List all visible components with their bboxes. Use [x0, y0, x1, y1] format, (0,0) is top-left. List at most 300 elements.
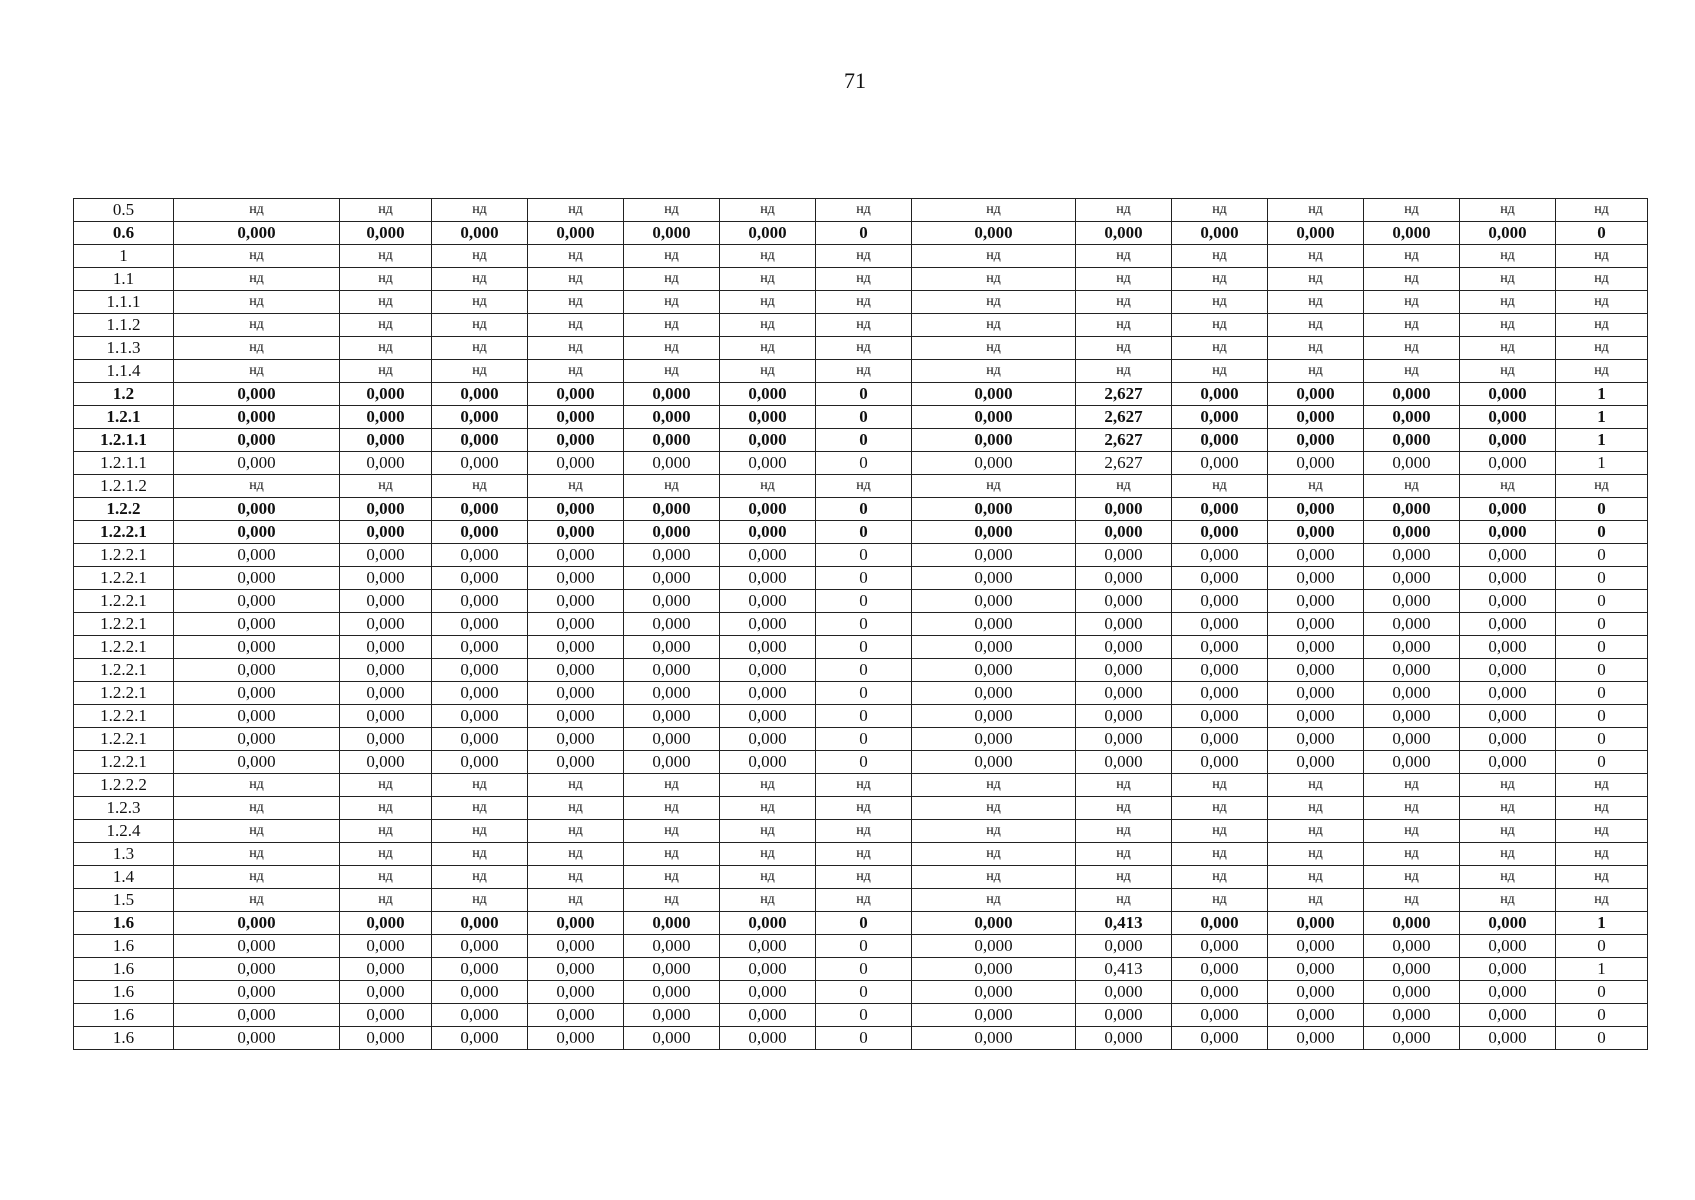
- table-cell: 0,000: [1268, 981, 1364, 1004]
- table-cell: нд: [816, 314, 912, 337]
- row-code-cell: 1.2.2.1: [74, 567, 174, 590]
- table-cell: 0,000: [528, 705, 624, 728]
- table-cell: 0,000: [1076, 521, 1172, 544]
- table-cell: 0: [1556, 1004, 1648, 1027]
- table-cell: 0: [816, 498, 912, 521]
- table-cell: 0,000: [1268, 912, 1364, 935]
- table-cell: 0,000: [912, 452, 1076, 475]
- table-cell: нд: [1172, 843, 1268, 866]
- table-cell: нд: [1076, 774, 1172, 797]
- table-cell: 2,627: [1076, 429, 1172, 452]
- table-cell: нд: [1076, 820, 1172, 843]
- table-cell: 0,000: [1460, 958, 1556, 981]
- table-cell: 0,000: [1268, 590, 1364, 613]
- table-cell: нд: [720, 291, 816, 314]
- table-cell: 0,000: [528, 613, 624, 636]
- table-cell: нд: [912, 291, 1076, 314]
- table-cell: 0,000: [720, 613, 816, 636]
- table-cell: 0,000: [174, 912, 340, 935]
- table-cell: нд: [720, 843, 816, 866]
- table-cell: 0,000: [624, 590, 720, 613]
- table-cell: 0: [1556, 682, 1648, 705]
- table-cell: 0,000: [1364, 728, 1460, 751]
- table-cell: 0,000: [1172, 521, 1268, 544]
- table-cell: нд: [816, 797, 912, 820]
- table-cell: 0: [816, 935, 912, 958]
- row-code-cell: 1.6: [74, 1004, 174, 1027]
- table-cell: нд: [1076, 245, 1172, 268]
- table-cell: 0,000: [912, 958, 1076, 981]
- table-cell: нд: [174, 268, 340, 291]
- table-cell: 0,000: [340, 521, 432, 544]
- table-cell: 0,000: [912, 682, 1076, 705]
- table-cell: нд: [1172, 245, 1268, 268]
- table-row: [74, 889, 1648, 912]
- table-cell: 0,000: [1172, 383, 1268, 406]
- table-cell: 0,000: [624, 751, 720, 774]
- table-cell: 0,000: [1076, 728, 1172, 751]
- table-cell: нд: [1268, 843, 1364, 866]
- table-cell: 0,000: [1460, 1027, 1556, 1050]
- table-cell: 0,000: [1172, 1027, 1268, 1050]
- table-cell: 0,000: [528, 498, 624, 521]
- table-cell: 0: [816, 452, 912, 475]
- table-cell: нд: [1556, 820, 1648, 843]
- table-cell: нд: [528, 774, 624, 797]
- row-code-cell: 1.3: [74, 843, 174, 866]
- table-cell: 0,000: [528, 1027, 624, 1050]
- table-cell: нд: [816, 245, 912, 268]
- table-cell: 0: [816, 1004, 912, 1027]
- table-cell: нд: [720, 360, 816, 383]
- table-cell: 0,000: [1364, 429, 1460, 452]
- table-cell: 0,000: [432, 705, 528, 728]
- row-code-cell: 1.1.2: [74, 314, 174, 337]
- table-cell: 0,000: [720, 452, 816, 475]
- table-cell: 0,000: [174, 682, 340, 705]
- table-cell: нд: [528, 268, 624, 291]
- table-cell: 0,000: [1364, 567, 1460, 590]
- table-cell: 1: [1556, 452, 1648, 475]
- table-cell: нд: [1364, 866, 1460, 889]
- table-cell: нд: [720, 314, 816, 337]
- table-cell: 0,000: [340, 222, 432, 245]
- table-cell: нд: [1460, 843, 1556, 866]
- table-cell: 0,000: [1364, 1004, 1460, 1027]
- table-cell: нд: [1364, 475, 1460, 498]
- table-cell: 0,000: [624, 406, 720, 429]
- table-cell: 0,000: [432, 613, 528, 636]
- table-cell: нд: [528, 360, 624, 383]
- table-cell: 0: [816, 682, 912, 705]
- table-cell: 0,000: [340, 981, 432, 1004]
- table-cell: нд: [432, 866, 528, 889]
- table-cell: нд: [1460, 820, 1556, 843]
- table-cell: 0,000: [340, 1004, 432, 1027]
- table-cell: нд: [432, 360, 528, 383]
- table-cell: нд: [1364, 337, 1460, 360]
- table-cell: 1: [1556, 429, 1648, 452]
- table-cell: 0,000: [340, 659, 432, 682]
- table-cell: 0,000: [528, 728, 624, 751]
- table-cell: нд: [432, 268, 528, 291]
- table-row: [74, 337, 1648, 360]
- table-cell: нд: [432, 475, 528, 498]
- table-cell: 0,000: [624, 452, 720, 475]
- table-cell: нд: [174, 820, 340, 843]
- table-cell: 0,000: [1364, 1027, 1460, 1050]
- table-cell: 0,000: [432, 383, 528, 406]
- table-cell: 0,000: [528, 544, 624, 567]
- table-cell: 1: [1556, 958, 1648, 981]
- table-cell: 0,000: [432, 659, 528, 682]
- table-cell: 0,000: [624, 567, 720, 590]
- table-row: [74, 1004, 1648, 1027]
- table-cell: 0,000: [432, 728, 528, 751]
- table-cell: 0: [816, 705, 912, 728]
- table-cell: 0,000: [1364, 981, 1460, 1004]
- table-cell: нд: [624, 843, 720, 866]
- table-cell: 0,000: [528, 935, 624, 958]
- table-cell: нд: [912, 889, 1076, 912]
- table-cell: 0,413: [1076, 912, 1172, 935]
- table-cell: нд: [1364, 314, 1460, 337]
- table-row: [74, 498, 1648, 521]
- table-cell: нд: [720, 268, 816, 291]
- row-code-cell: 1.2.2.1: [74, 705, 174, 728]
- table-row: [74, 383, 1648, 406]
- table-cell: нд: [912, 475, 1076, 498]
- table-cell: 0,000: [432, 935, 528, 958]
- table-cell: 0,000: [340, 958, 432, 981]
- table-cell: нд: [432, 820, 528, 843]
- table-cell: 0,000: [912, 981, 1076, 1004]
- table-cell: нд: [528, 245, 624, 268]
- table-cell: 0,000: [528, 429, 624, 452]
- table-cell: 0,000: [174, 1004, 340, 1027]
- table-cell: 0,000: [340, 912, 432, 935]
- table-cell: 0,000: [720, 636, 816, 659]
- table-row: [74, 452, 1648, 475]
- table-cell: нд: [340, 268, 432, 291]
- table-cell: 2,627: [1076, 383, 1172, 406]
- table-cell: нд: [1460, 797, 1556, 820]
- table-cell: 0,000: [432, 429, 528, 452]
- table-cell: нд: [1364, 797, 1460, 820]
- table-cell: 0,000: [912, 590, 1076, 613]
- table-cell: нд: [1364, 889, 1460, 912]
- table-cell: 0,000: [912, 498, 1076, 521]
- table-cell: 0: [816, 406, 912, 429]
- table-cell: нд: [720, 337, 816, 360]
- row-code-cell: 1.2.1: [74, 406, 174, 429]
- table-cell: 0,000: [1364, 222, 1460, 245]
- row-code-cell: 1.2.1.1: [74, 452, 174, 475]
- table-cell: нд: [1172, 797, 1268, 820]
- table-cell: 0,000: [624, 981, 720, 1004]
- table-row: [74, 659, 1648, 682]
- table-cell: 0,000: [340, 682, 432, 705]
- table-cell: нд: [1364, 245, 1460, 268]
- row-code-cell: 1: [74, 245, 174, 268]
- table-cell: 0,000: [174, 636, 340, 659]
- table-cell: нд: [912, 797, 1076, 820]
- table-cell: нд: [1460, 889, 1556, 912]
- table-cell: нд: [1076, 291, 1172, 314]
- table-cell: 1: [1556, 383, 1648, 406]
- table-cell: 0,000: [1268, 521, 1364, 544]
- table-cell: 0,000: [528, 636, 624, 659]
- table-cell: 0,000: [1460, 728, 1556, 751]
- table-cell: 0,000: [528, 958, 624, 981]
- table-cell: 0,000: [528, 406, 624, 429]
- table-cell: 0,000: [912, 406, 1076, 429]
- table-cell: нд: [1076, 475, 1172, 498]
- table-cell: 0,000: [720, 521, 816, 544]
- data-table: [73, 198, 1648, 1050]
- row-code-cell: 1.2.2.1: [74, 659, 174, 682]
- table-cell: нд: [340, 843, 432, 866]
- table-cell: нд: [1556, 774, 1648, 797]
- table-cell: нд: [1076, 199, 1172, 222]
- table-row: [74, 544, 1648, 567]
- table-cell: нд: [1172, 475, 1268, 498]
- table-cell: нд: [624, 268, 720, 291]
- table-row: [74, 866, 1648, 889]
- table-cell: 0,000: [528, 567, 624, 590]
- table-cell: 0,000: [912, 613, 1076, 636]
- table-cell: нд: [340, 337, 432, 360]
- table-cell: 0: [816, 728, 912, 751]
- table-cell: 0,000: [1460, 498, 1556, 521]
- table-cell: 0,000: [432, 567, 528, 590]
- table-cell: 0,000: [720, 912, 816, 935]
- table-cell: 0,000: [432, 1027, 528, 1050]
- table-cell: 0,000: [1172, 751, 1268, 774]
- row-code-cell: 1.2.4: [74, 820, 174, 843]
- table-cell: 0,000: [1268, 682, 1364, 705]
- table-row: [74, 774, 1648, 797]
- table-cell: 0,000: [174, 728, 340, 751]
- table-cell: 0,000: [174, 958, 340, 981]
- table-cell: нд: [624, 797, 720, 820]
- table-cell: 0: [1556, 613, 1648, 636]
- table-cell: нд: [174, 475, 340, 498]
- table-cell: 0,000: [1172, 1004, 1268, 1027]
- table-cell: нд: [432, 291, 528, 314]
- table-cell: 0,000: [432, 222, 528, 245]
- table-cell: нд: [1268, 774, 1364, 797]
- table-cell: 0,000: [174, 406, 340, 429]
- table-cell: нд: [1364, 360, 1460, 383]
- table-cell: нд: [174, 291, 340, 314]
- table-cell: 0,000: [1268, 705, 1364, 728]
- table-cell: 0,000: [1460, 935, 1556, 958]
- table-cell: 0,000: [528, 222, 624, 245]
- table-cell: 0: [1556, 1027, 1648, 1050]
- table-cell: 0,000: [174, 452, 340, 475]
- table-cell: нд: [432, 797, 528, 820]
- table-row: [74, 222, 1648, 245]
- table-cell: 0,000: [1076, 935, 1172, 958]
- table-cell: 0: [1556, 567, 1648, 590]
- table-cell: 0,000: [1172, 958, 1268, 981]
- table-cell: нд: [1364, 291, 1460, 314]
- row-code-cell: 1.2.2: [74, 498, 174, 521]
- table-cell: 0,000: [1268, 567, 1364, 590]
- table-cell: 0,000: [1172, 728, 1268, 751]
- table-cell: нд: [1268, 245, 1364, 268]
- table-cell: 0,000: [1460, 567, 1556, 590]
- table-cell: 0,000: [1364, 659, 1460, 682]
- table-cell: 0,000: [1460, 751, 1556, 774]
- table-cell: нд: [1172, 774, 1268, 797]
- table-row: [74, 636, 1648, 659]
- table-cell: 0,000: [340, 544, 432, 567]
- table-cell: нд: [340, 245, 432, 268]
- table-cell: 0,000: [1364, 452, 1460, 475]
- table-cell: 0,000: [1460, 544, 1556, 567]
- table-cell: 0,000: [720, 659, 816, 682]
- table-cell: 0,000: [1268, 659, 1364, 682]
- table-cell: 0,000: [1460, 452, 1556, 475]
- table-cell: 0,000: [1172, 429, 1268, 452]
- table-cell: 0,000: [720, 383, 816, 406]
- table-cell: 0,000: [528, 981, 624, 1004]
- table-cell: нд: [912, 199, 1076, 222]
- table-cell: 0,000: [528, 1004, 624, 1027]
- table-row: [74, 314, 1648, 337]
- table-cell: 1: [1556, 912, 1648, 935]
- table-cell: нд: [1460, 866, 1556, 889]
- table-cell: нд: [816, 337, 912, 360]
- table-cell: нд: [720, 475, 816, 498]
- table-cell: нд: [1268, 820, 1364, 843]
- table-cell: 0,000: [912, 935, 1076, 958]
- table-cell: нд: [340, 199, 432, 222]
- table-cell: нд: [340, 291, 432, 314]
- table-cell: нд: [528, 797, 624, 820]
- table-cell: 0,000: [1460, 429, 1556, 452]
- row-code-cell: 0.6: [74, 222, 174, 245]
- table-row: [74, 958, 1648, 981]
- table-cell: 0,000: [1076, 981, 1172, 1004]
- table-cell: нд: [1460, 314, 1556, 337]
- table-cell: нд: [340, 314, 432, 337]
- table-cell: 0,000: [174, 613, 340, 636]
- table-cell: 0: [816, 613, 912, 636]
- table-cell: 0,000: [1268, 498, 1364, 521]
- table-cell: 0,000: [174, 544, 340, 567]
- table-cell: нд: [432, 774, 528, 797]
- table-cell: 0,000: [912, 1004, 1076, 1027]
- table-cell: 0,000: [1460, 981, 1556, 1004]
- table-cell: 0,000: [1364, 912, 1460, 935]
- table-cell: 0,000: [1268, 383, 1364, 406]
- table-cell: 0,000: [1172, 452, 1268, 475]
- table-cell: 0: [816, 1027, 912, 1050]
- table-cell: нд: [528, 866, 624, 889]
- table-cell: 0,000: [720, 222, 816, 245]
- table-row: [74, 820, 1648, 843]
- table-cell: нд: [1172, 889, 1268, 912]
- table-cell: 0: [1556, 222, 1648, 245]
- table-row: [74, 912, 1648, 935]
- table-cell: нд: [912, 337, 1076, 360]
- table-cell: 0: [816, 567, 912, 590]
- row-code-cell: 1.2.2.1: [74, 544, 174, 567]
- table-cell: 0,000: [1364, 590, 1460, 613]
- table-cell: нд: [1364, 774, 1460, 797]
- table-cell: 0,000: [1460, 222, 1556, 245]
- table-cell: 0,000: [1460, 590, 1556, 613]
- table-cell: 0,000: [912, 567, 1076, 590]
- table-cell: 0,000: [624, 521, 720, 544]
- table-cell: нд: [528, 475, 624, 498]
- table-cell: 0,000: [720, 544, 816, 567]
- table-cell: нд: [1076, 360, 1172, 383]
- table-cell: 0,000: [528, 912, 624, 935]
- table-cell: 0,413: [1076, 958, 1172, 981]
- table-cell: 0,000: [1460, 383, 1556, 406]
- table-cell: 0,000: [1364, 521, 1460, 544]
- table-cell: нд: [340, 866, 432, 889]
- table-cell: нд: [1364, 199, 1460, 222]
- row-code-cell: 1.6: [74, 981, 174, 1004]
- table-cell: нд: [624, 866, 720, 889]
- table-cell: 0,000: [174, 222, 340, 245]
- table-cell: нд: [816, 843, 912, 866]
- table-cell: нд: [1076, 797, 1172, 820]
- table-cell: 0,000: [174, 705, 340, 728]
- table-cell: нд: [174, 314, 340, 337]
- table-cell: 0,000: [720, 705, 816, 728]
- table-cell: нд: [912, 820, 1076, 843]
- table-cell: нд: [1460, 245, 1556, 268]
- table-cell: 0,000: [1076, 751, 1172, 774]
- table-cell: нд: [1172, 360, 1268, 383]
- table-cell: 0,000: [1364, 406, 1460, 429]
- table-body: [74, 199, 1648, 1050]
- table-cell: 0,000: [1460, 406, 1556, 429]
- table-cell: нд: [1556, 797, 1648, 820]
- table-cell: 0,000: [1364, 498, 1460, 521]
- table-cell: 0,000: [1172, 406, 1268, 429]
- table-cell: 0,000: [174, 521, 340, 544]
- table-cell: 0,000: [624, 498, 720, 521]
- table-cell: нд: [432, 889, 528, 912]
- table-cell: 0,000: [432, 751, 528, 774]
- table-cell: нд: [1268, 199, 1364, 222]
- row-code-cell: 1.5: [74, 889, 174, 912]
- table-cell: 0: [1556, 544, 1648, 567]
- table-cell: 0,000: [1076, 613, 1172, 636]
- table-cell: нд: [720, 199, 816, 222]
- table-cell: 0: [1556, 705, 1648, 728]
- table-cell: 0: [1556, 521, 1648, 544]
- table-cell: 0,000: [1364, 544, 1460, 567]
- table-cell: 0,000: [432, 1004, 528, 1027]
- row-code-cell: 1.2.2.1: [74, 590, 174, 613]
- table-cell: нд: [1076, 314, 1172, 337]
- table-cell: 0,000: [1268, 935, 1364, 958]
- row-code-cell: 1.2: [74, 383, 174, 406]
- table-cell: 0,000: [624, 544, 720, 567]
- table-cell: нд: [1460, 360, 1556, 383]
- table-cell: 0,000: [1172, 682, 1268, 705]
- table-cell: нд: [174, 337, 340, 360]
- table-cell: 0: [816, 544, 912, 567]
